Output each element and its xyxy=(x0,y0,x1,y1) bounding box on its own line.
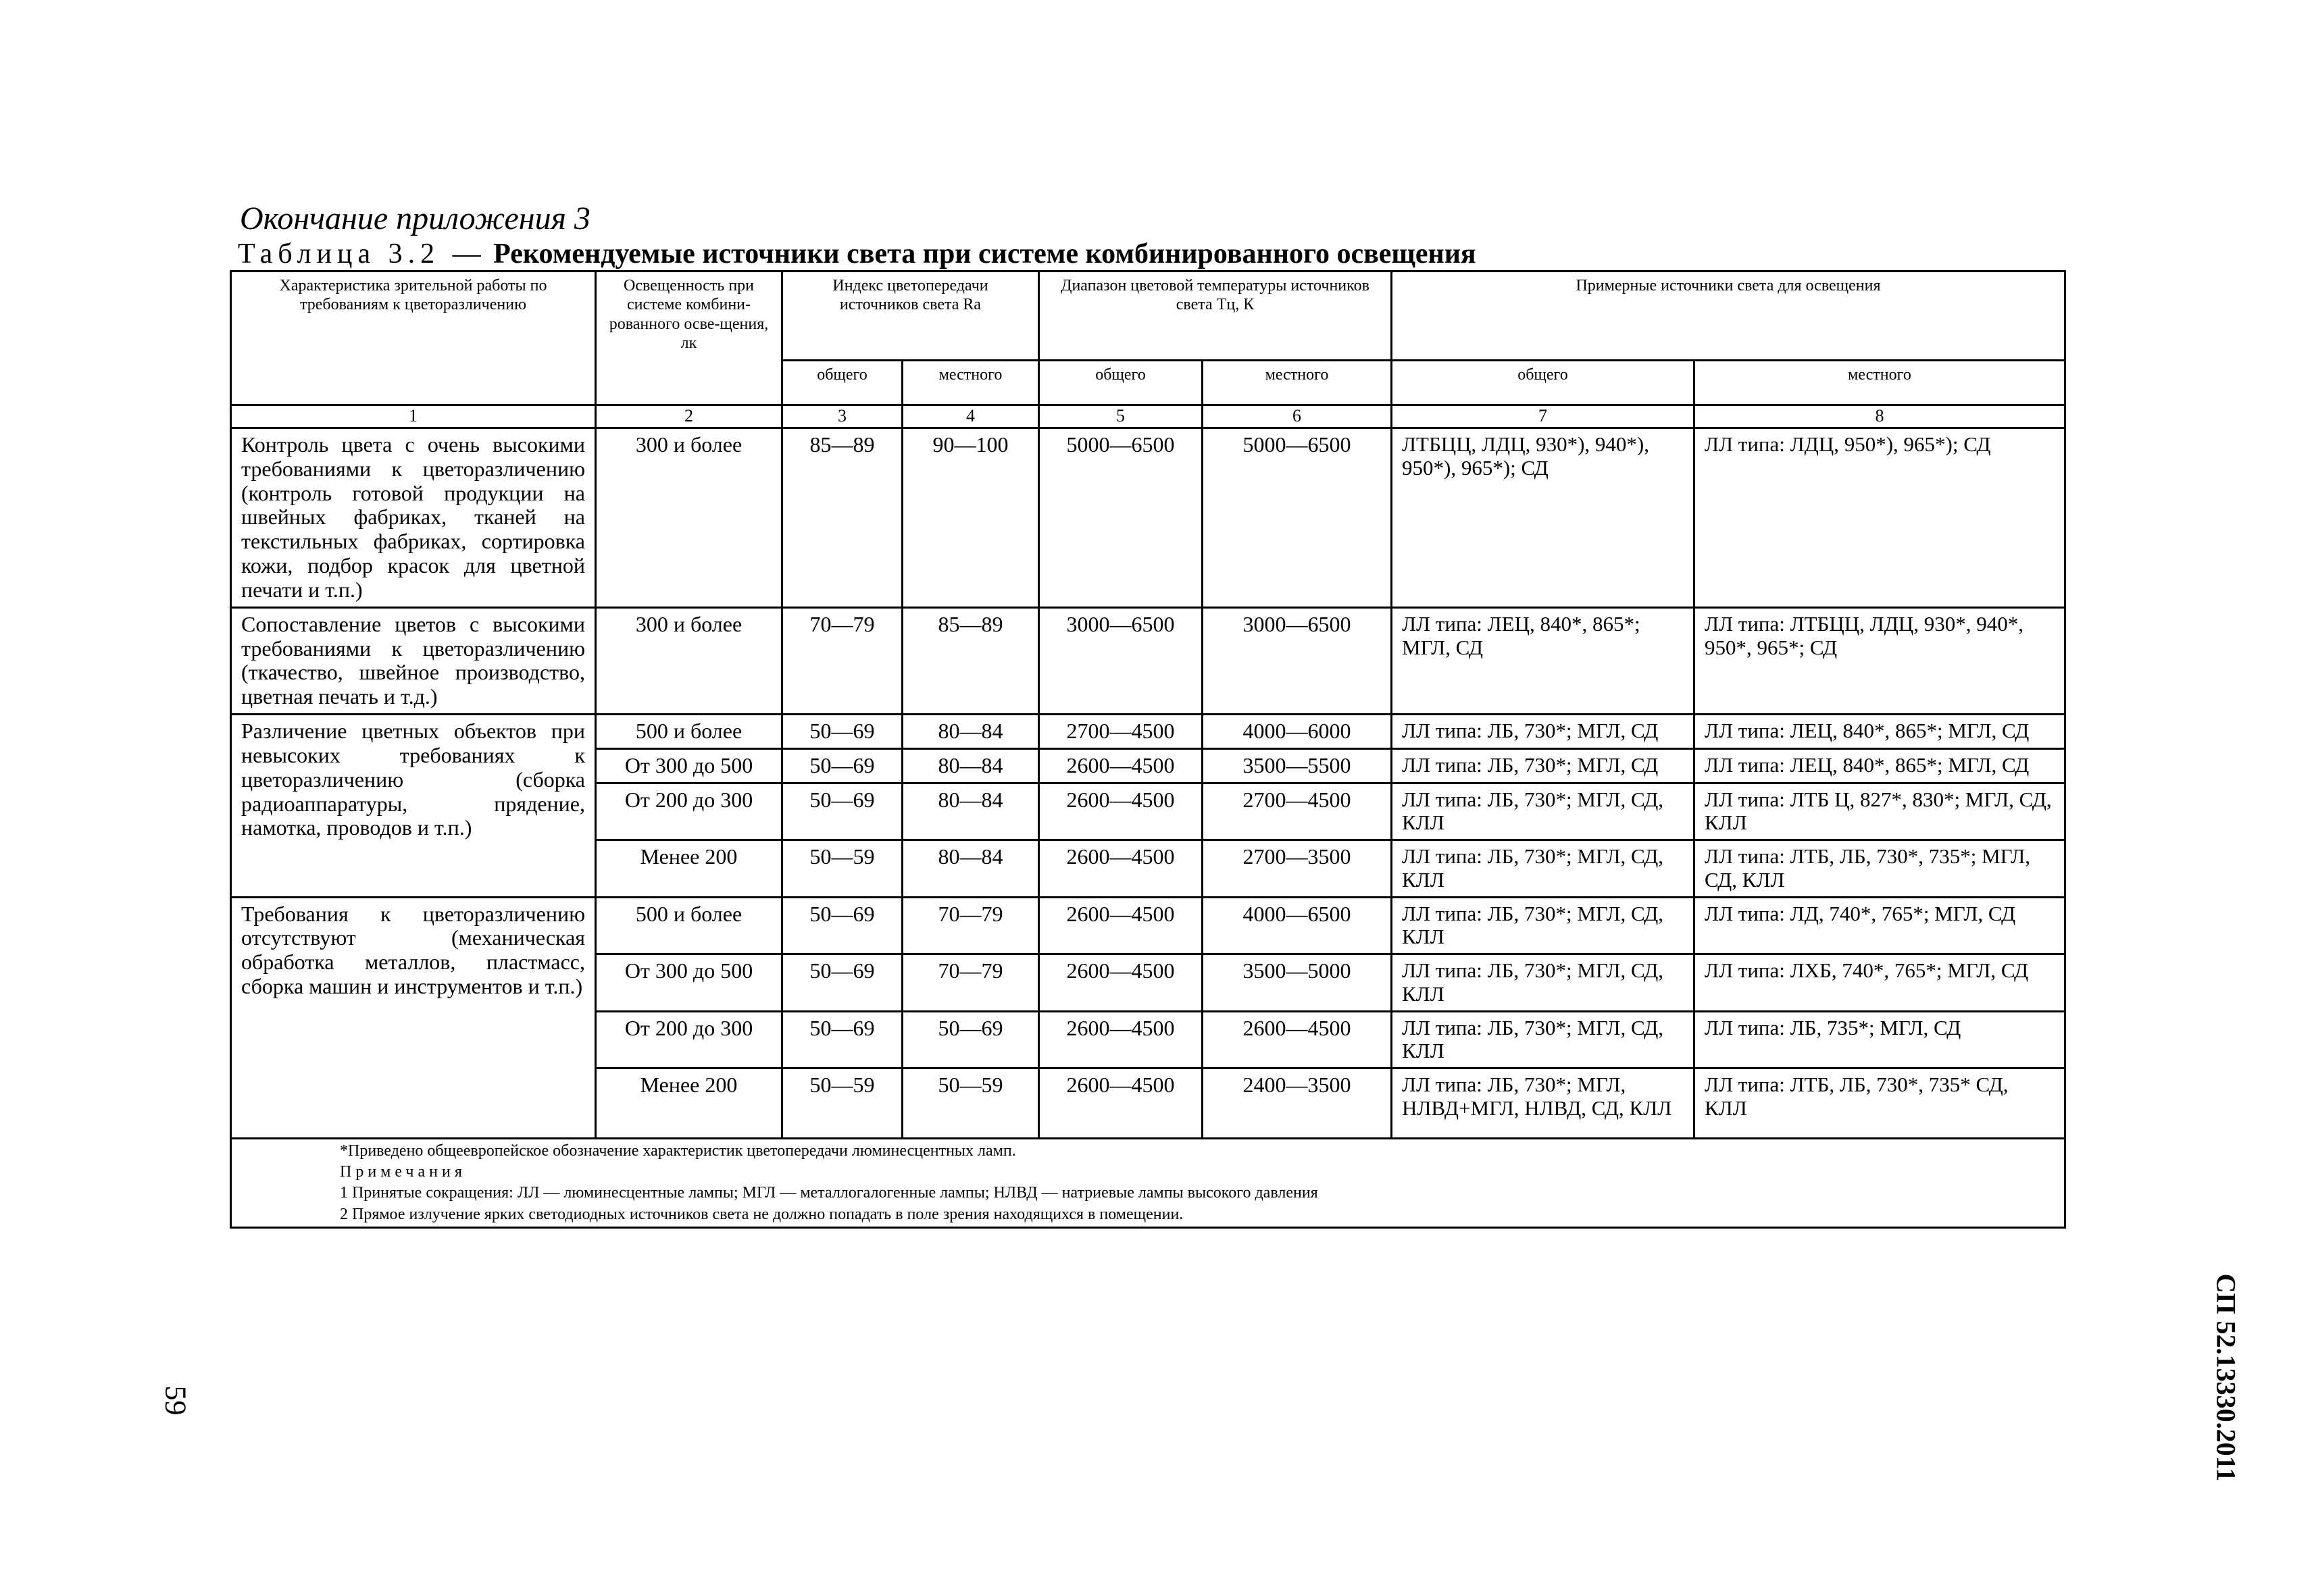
source-local-cell: ЛЛ типа: ЛЕЦ, 840*, 865*; МГЛ, СД xyxy=(1694,748,2065,783)
ra-general-cell: 50—69 xyxy=(782,748,903,783)
table-row xyxy=(231,715,2065,749)
temp-general-cell: 3000—6500 xyxy=(1039,607,1203,714)
temp-local-cell: 2700—4500 xyxy=(1203,783,1392,840)
document-code: СП 52.13330.2011 xyxy=(2211,1273,2242,1482)
temp-local-cell: 2400—3500 xyxy=(1203,1068,1392,1138)
column-number: 2 xyxy=(596,405,782,428)
ra-general-cell: 50—59 xyxy=(782,840,903,897)
temp-general-cell: 2600—4500 xyxy=(1039,954,1203,1011)
subheader-general: общего xyxy=(1039,361,1203,405)
ra-general-cell: 50—69 xyxy=(782,1011,903,1068)
temp-local-cell: 4000—6500 xyxy=(1203,897,1392,954)
ra-local-cell: 50—59 xyxy=(903,1068,1039,1138)
column-number: 4 xyxy=(903,405,1039,428)
source-local-cell: ЛЛ типа: ЛДЦ, 950*), 965*); СД xyxy=(1694,428,2065,608)
note-2: 2 Прямое излучение ярких светодиодных источников света не должно попадать в поле зрения находящихся в помещении. xyxy=(340,1205,1184,1223)
header-illuminance: Освещенность при системе комбини-рованного осве-щения, лк xyxy=(596,272,782,405)
source-general-cell: ЛЛ типа: ЛБ, 730*; МГЛ, СД xyxy=(1392,715,1694,749)
footnote-row xyxy=(231,1138,2065,1227)
work-characteristic-cell: Различение цветных объектов при невысоких требованиях к цветоразличению (сборка радиоаппаратуры, прядение, намотка, проводов и т.п.) xyxy=(231,715,596,898)
column-number: 6 xyxy=(1203,405,1392,428)
ra-local-cell: 90—100 xyxy=(903,428,1039,608)
subheader-local: местного xyxy=(1694,361,2065,405)
ra-local-cell: 50—69 xyxy=(903,1011,1039,1068)
header-row xyxy=(231,272,2065,361)
appendix-caption: Окончание приложения 3 xyxy=(240,201,590,236)
ra-general-cell: 50—69 xyxy=(782,715,903,749)
temp-general-cell: 2600—4500 xyxy=(1039,748,1203,783)
illuminance-cell: Менее 200 xyxy=(596,1068,782,1138)
column-number: 1 xyxy=(231,405,596,428)
source-local-cell: ЛЛ типа: ЛЕЦ, 840*, 865*; МГЛ, СД xyxy=(1694,715,2065,749)
ra-general-cell: 50—69 xyxy=(782,897,903,954)
source-local-cell: ЛЛ типа: ЛБ, 735*; МГЛ, СД xyxy=(1694,1011,2065,1068)
ra-local-cell: 85—89 xyxy=(903,607,1039,714)
column-number: 3 xyxy=(782,405,903,428)
temp-local-cell: 3000—6500 xyxy=(1203,607,1392,714)
temp-general-cell: 2600—4500 xyxy=(1039,1011,1203,1068)
table-title xyxy=(238,238,1476,270)
illuminance-cell: 300 и более xyxy=(596,428,782,608)
ra-general-cell: 50—69 xyxy=(782,954,903,1011)
temp-local-cell: 5000—6500 xyxy=(1203,428,1392,608)
header-light-sources: Примерные источники света для освещения xyxy=(1392,272,2065,361)
temp-local-cell: 2600—4500 xyxy=(1203,1011,1392,1068)
work-characteristic-cell: Требования к цветоразличению отсутствуют (механическая обработка металлов, пластмасс, сборка машин и инструментов и т.п.) xyxy=(231,897,596,1138)
ra-local-cell: 80—84 xyxy=(903,783,1039,840)
ra-general-cell: 70—79 xyxy=(782,607,903,714)
source-general-cell: ЛЛ типа: ЛБ, 730*; МГЛ, СД, КЛЛ xyxy=(1392,954,1694,1011)
table-name: Рекомендуемые источники света при системе комбинированного освещения xyxy=(493,238,1476,269)
temp-local-cell: 2700—3500 xyxy=(1203,840,1392,897)
header-color-rendering: Индекс цветопередачи источников света Ra xyxy=(782,272,1039,361)
ra-general-cell: 85—89 xyxy=(782,428,903,608)
source-general-cell: ЛЛ типа: ЛБ, 730*; МГЛ, СД, КЛЛ xyxy=(1392,840,1694,897)
ra-general-cell: 50—69 xyxy=(782,783,903,840)
illuminance-cell: 500 и более xyxy=(596,715,782,749)
column-number: 7 xyxy=(1392,405,1694,428)
source-local-cell: ЛЛ типа: ЛХБ, 740*, 765*; МГЛ, СД xyxy=(1694,954,2065,1011)
column-number: 5 xyxy=(1039,405,1203,428)
temp-general-cell: 2600—4500 xyxy=(1039,783,1203,840)
ra-general-cell: 50—59 xyxy=(782,1068,903,1138)
source-general-cell: ЛЛ типа: ЛБ, 730*; МГЛ, СД, КЛЛ xyxy=(1392,1011,1694,1068)
subheader-general: общего xyxy=(1392,361,1694,405)
temp-general-cell: 2600—4500 xyxy=(1039,897,1203,954)
table-row xyxy=(231,607,2065,714)
header-characteristic: Характеристика зрительной работы по требованиям к цветоразличению xyxy=(231,272,596,405)
ra-local-cell: 80—84 xyxy=(903,715,1039,749)
illuminance-cell: От 200 до 300 xyxy=(596,1011,782,1068)
header-color-temperature: Диапазон цветовой температуры источников света Тц, К xyxy=(1039,272,1392,361)
source-general-cell: ЛЛ типа: ЛБ, 730*; МГЛ, СД, КЛЛ xyxy=(1392,783,1694,840)
illuminance-cell: Менее 200 xyxy=(596,840,782,897)
source-general-cell: ЛЛ типа: ЛБ, 730*; МГЛ, СД xyxy=(1392,748,1694,783)
table-row xyxy=(231,428,2065,608)
table-row xyxy=(231,897,2065,954)
temp-local-cell: 3500—5500 xyxy=(1203,748,1392,783)
note-1: 1 Принятые сокращения: ЛЛ — люминесцентные лампы; МГЛ — металлогалогенные лампы; НЛВД — натриевые лампы высокого давления xyxy=(340,1184,1318,1202)
source-general-cell: ЛТБЦЦ, ЛДЦ, 930*), 940*), 950*), 965*); СД xyxy=(1392,428,1694,608)
subheader-local: местного xyxy=(1203,361,1392,405)
table-label: Таблица 3.2 — xyxy=(238,238,486,269)
table-footnotes xyxy=(231,1138,2065,1227)
source-local-cell: ЛЛ типа: ЛТБ Ц, 827*, 830*; МГЛ, СД, КЛЛ xyxy=(1694,783,2065,840)
temp-general-cell: 2700—4500 xyxy=(1039,715,1203,749)
source-general-cell: ЛЛ типа: ЛЕЦ, 840*, 865*; МГЛ, СД xyxy=(1392,607,1694,714)
source-general-cell: ЛЛ типа: ЛБ, 730*; МГЛ, НЛВД+МГЛ, НЛВД, СД, КЛЛ xyxy=(1392,1068,1694,1138)
temp-general-cell: 5000—6500 xyxy=(1039,428,1203,608)
temp-local-cell: 3500—5000 xyxy=(1203,954,1392,1011)
temp-general-cell: 2600—4500 xyxy=(1039,840,1203,897)
notes-heading: Примечания xyxy=(340,1163,466,1181)
ra-local-cell: 80—84 xyxy=(903,748,1039,783)
source-local-cell: ЛЛ типа: ЛТБЦЦ, ЛДЦ, 930*, 940*, 950*, 965*; СД xyxy=(1694,607,2065,714)
source-general-cell: ЛЛ типа: ЛБ, 730*; МГЛ, СД, КЛЛ xyxy=(1392,897,1694,954)
illuminance-cell: От 300 до 500 xyxy=(596,748,782,783)
ra-local-cell: 70—79 xyxy=(903,897,1039,954)
source-local-cell: ЛЛ типа: ЛТБ, ЛБ, 730*, 735* СД, КЛЛ xyxy=(1694,1068,2065,1138)
temp-general-cell: 2600—4500 xyxy=(1039,1068,1203,1138)
light-sources-table xyxy=(230,270,2066,1229)
work-characteristic-cell: Контроль цвета с очень высокими требованиями к цветоразличению (контроль готовой продукции на швейных фабриках, тканей на текстильных фабриках, сортировка кожи, подбор красок для цветной печати и т.п.) xyxy=(231,428,596,608)
page-number: 59 xyxy=(159,1385,193,1416)
illuminance-cell: 500 и более xyxy=(596,897,782,954)
source-local-cell: ЛЛ типа: ЛД, 740*, 765*; МГЛ, СД xyxy=(1694,897,2065,954)
ra-local-cell: 80—84 xyxy=(903,840,1039,897)
ra-local-cell: 70—79 xyxy=(903,954,1039,1011)
illuminance-cell: 300 и более xyxy=(596,607,782,714)
illuminance-cell: От 300 до 500 xyxy=(596,954,782,1011)
column-number: 8 xyxy=(1694,405,2065,428)
subheader-general: общего xyxy=(782,361,903,405)
asterisk-footnote: *Приведено общеевропейское обозначение характеристик цветопередачи люминесцентных ламп. xyxy=(340,1141,1016,1160)
source-local-cell: ЛЛ типа: ЛТБ, ЛБ, 730*, 735*; МГЛ, СД, КЛЛ xyxy=(1694,840,2065,897)
column-number-row xyxy=(231,405,2065,428)
illuminance-cell: От 200 до 300 xyxy=(596,783,782,840)
work-characteristic-cell: Сопоставление цветов с высокими требованиями к цветоразличению (ткачество, швейное производство, цветная печать и т.д.) xyxy=(231,607,596,714)
temp-local-cell: 4000—6000 xyxy=(1203,715,1392,749)
subheader-local: местного xyxy=(903,361,1039,405)
